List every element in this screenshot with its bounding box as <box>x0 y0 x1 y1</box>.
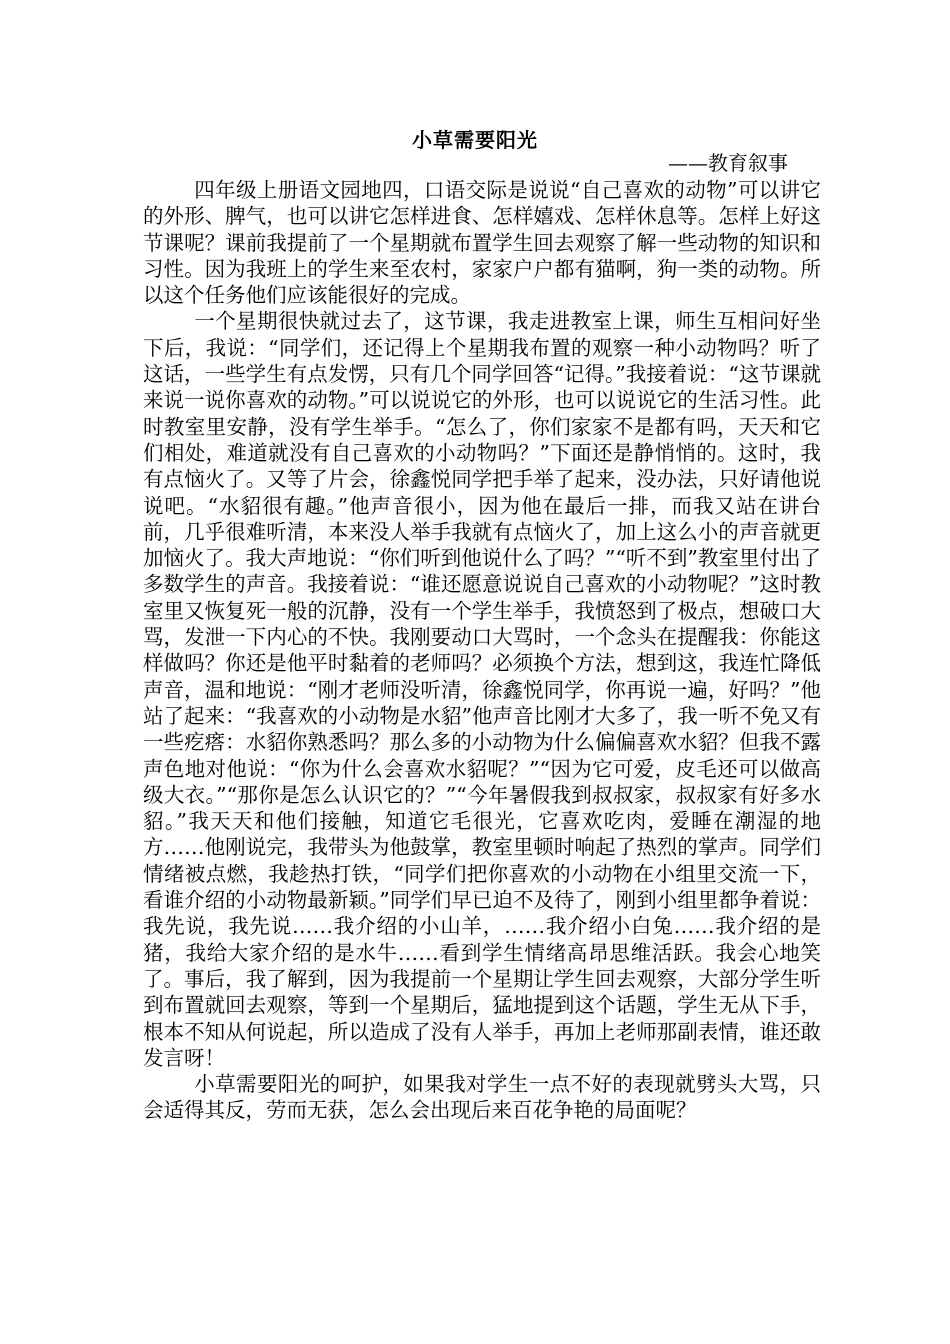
paragraph: 小草需要阳光的呵护，如果我对学生一点不好的表现就劈头大骂，只会适得其反，劳而无获，怎么会出现后来百花争艳的局面呢？ <box>143 1072 821 1123</box>
paragraph: 四年级上册语文园地四，口语交际是说说“自己喜欢的动物”可以讲它的外形、脾气，也可以讲它怎样进食、怎样嬉戏、怎样休息等。怎样上好这节课呢？课前我提前了一个星期就布置学生回去观察了解一些动物的知识和习性。因为我班上的学生来至农村，家家户户都有猫啊，狗一类的动物。所以这个任务他们应该能很好的完成。 <box>143 178 821 308</box>
document-body <box>143 177 821 1124</box>
document-subtitle: ——教育叙事 <box>668 151 788 175</box>
paragraph: 一个星期很快就过去了，这节课，我走进教室上课，师生互相问好坐下后，我说：“同学们，还记得上个星期我布置的观察一种小动物吗？听了这话，一些学生有点发愣，只有几个同学回答“记得。”我接着说：“这节课就来说一说你喜欢的动物。”可以说说它的外形，也可以说说它的生活习性。此时教室里安静，没有学生举手。“怎么了，你们家家不是都有吗，天天和它们相处，难道就没有自己喜欢的小动物吗？”下面还是静悄悄的。这时，我有点恼火了。又等了片会，徐鑫悦同学把手举了起来，没办法，只好请他说说吧。“水貂很有趣。”他声音很小，因为他在最后一排，而我又站在讲台前，几乎很难听清，本来没人举手我就有点恼火了，加上这么小的声音就更加恼火了。我大声地说：“你们听到他说什么了吗？”“听不到”教室里付出了多数学生的声音。我接着说：“谁还愿意说说自己喜欢的小动物呢？”这时教室里又恢复死一般的沉静，没有一个学生举手，我愤怒到了极点，想破口大骂，发泄一下内心的不快。我刚要动口大骂时，一个念头在提醒我：你能这样做吗？你还是他平时黏着的老师吗？必须换个方法，想到这，我连忙降低声音，温和地说：“刚才老师没听清，徐鑫悦同学，你再说一遍，好吗？”他站了起来：“我喜欢的小动物是水貂”他声音比刚才大多了，我一听不免又有一些疙瘩：水貂你熟悉吗？那么多的小动物为什么偏偏喜欢水貂？但我不露声色地对他说：“你为什么会喜欢水貂呢？”“因为它可爱，皮毛还可以做高级大衣。”“那你是怎么认识它的？”“今年暑假我到叔叔家，叔叔家有好多水貂。”我天天和他们接触，知道它毛很光，它喜欢吃肉，爱睡在潮湿的地方……他刚说完，我带头为他鼓掌，教室里顿时响起了热烈的掌声。同学们情绪被点燃，我趁热打铁，“同学们把你喜欢的小动物在小组里交流一下，看谁介绍的小动物最新颖。”同学们早已迫不及待了，刚到小组里都争着说：我先说，我先说……我介绍的小山羊，……我介绍小白兔……我介绍的是猪，我给大家介绍的是水牛……看到学生情绪高昂思维活跃。我会心地笑了。事后，我了解到，因为我提前一个星期让学生回去观察，大部分学生听到布置就回去观察，等到一个星期后，猛地提到这个话题，学生无从下手，根本不知从何说起，所以造成了没有人举手，再加上老师那副表情，谁还敢发言呀！ <box>143 309 821 1070</box>
document-title: 小草需要阳光 <box>412 128 538 152</box>
